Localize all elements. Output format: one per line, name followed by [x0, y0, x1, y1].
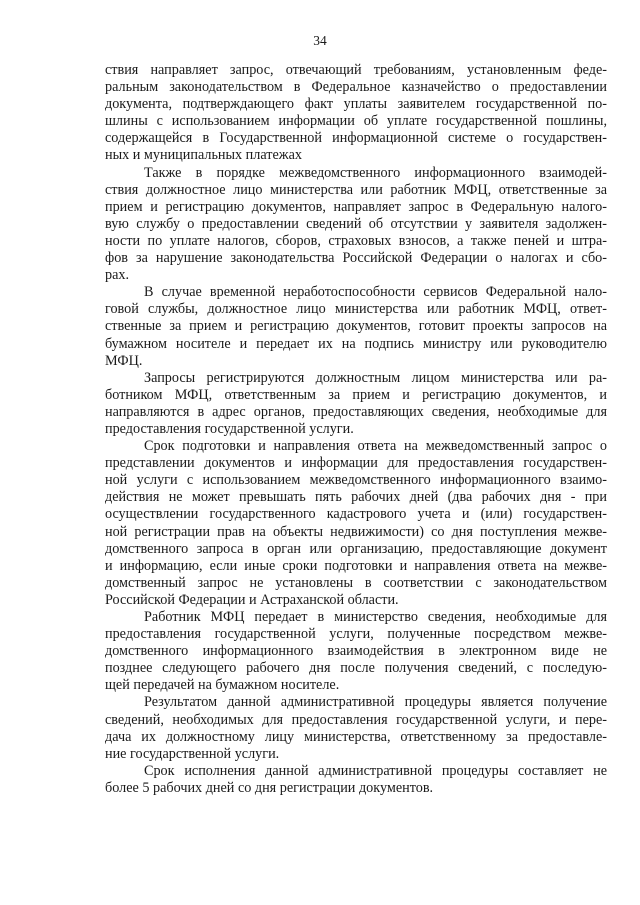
paragraph [105, 165, 607, 285]
text-line: документа, подтверждающего факт уплаты заявителем государственной по- [105, 96, 607, 113]
text-line: дача их должностному лицу министерства, ответственному за предоставле- [105, 728, 607, 745]
text-line: фов за нарушение законодательства Российской Федерации о налогах и сбо- [105, 250, 607, 267]
text-line: прием и регистрацию документов, направляет запрос в Федеральную налого- [105, 198, 607, 215]
text-line: домственного информационного взаимодействия в электронном виде не [105, 643, 607, 660]
paragraph [105, 763, 607, 797]
text-line: ральным законодательством в Федеральное казначейство о предоставлении [105, 79, 607, 96]
text-line: ние государственной услуги. [105, 745, 280, 762]
text-line: ственные за прием и регистрацию документов, готовит проекты запросов на [105, 318, 607, 335]
paragraph [105, 370, 607, 438]
text-line: Срок исполнения данной административной процедуры составляет не [144, 762, 607, 779]
paragraph [105, 694, 607, 762]
page-number: 34 [313, 33, 327, 48]
text-line: Российской Федерации и Астраханской области. [105, 591, 399, 608]
document-body [105, 62, 607, 797]
text-line: домственный запрос не установлены в соответствии с законодательством [105, 574, 607, 591]
text-line: рах. [105, 267, 130, 284]
text-line: предоставления государственной услуги. [105, 420, 354, 437]
text-line: осуществлении государственного кадастрового учета и (или) государствен- [105, 506, 607, 523]
text-line: домственного запроса в орган или организацию, предоставляющие документ [105, 540, 607, 557]
text-line: ности по уплате налогов, сборов, страховых взносов, а также пеней и штра- [105, 232, 607, 249]
paragraph [105, 62, 607, 165]
text-line: вую службу о предоставлении сведений об отсутствии у заявителя задолжен- [105, 215, 607, 232]
text-line: предоставления государственной услуги, полученные посредством межве- [105, 626, 607, 643]
text-line: МФЦ. [105, 352, 143, 369]
paragraph [105, 284, 607, 369]
text-line: и информацию, если иные сроки подготовки и направления ответа на межве- [105, 557, 607, 574]
text-line: ствия направляет запрос, отвечающий требованиям, установленным феде- [105, 62, 607, 78]
text-line: сведений, необходимых для предоставления государственной услуги, и пере- [105, 711, 607, 728]
text-line: позднее следующего рабочего дня после получения сведений, с последую- [105, 660, 607, 677]
text-line: действия не может превышать пять рабочих дней (два рабочих дня - при [105, 489, 607, 506]
text-line: ботником МФЦ, ответственным за прием и регистрацию документов, и [105, 386, 607, 403]
text-line: ной услуги с использованием межведомственного информационного взаимо- [105, 472, 607, 489]
text-line: Срок подготовки и направления ответа на межведомственный запрос о [144, 438, 607, 455]
text-line: ной регистрации прав на объекты недвижимости) со дня поступления межве- [105, 523, 607, 540]
text-line: содержащейся в Государственной информационной системе о государствен- [105, 130, 607, 147]
text-line: Также в порядке межведомственного информационного взаимодей- [144, 164, 607, 181]
text-line: щей передачей на бумажном носителе. [105, 677, 340, 694]
text-line: более 5 рабочих дней со дня регистрации документов. [105, 779, 434, 796]
text-line: Работник МФЦ передает в министерство сведения, необходимые для [144, 609, 607, 625]
text-line: ствия должностное лицо министерства или работник МФЦ, ответственные за [105, 181, 607, 198]
text-line: Результатом данной административной процедуры является получение [144, 694, 607, 711]
paragraph [105, 438, 607, 609]
text-line: шлины с использованием информации об уплате государственной пошлины, [105, 113, 607, 130]
text-line: направляются в адрес органов, предоставляющих сведения, необходимые для [105, 403, 607, 420]
text-line: бумажном носителе и передает их на подпись министру или руководителю [105, 335, 607, 352]
text-line: В случае временной неработоспособности сервисов Федеральной нало- [144, 284, 607, 301]
paragraph [105, 609, 607, 694]
text-line: представлении документов и информации для предоставления государствен- [105, 455, 607, 472]
text-line: говой службы, должностное лицо министерства или работник МФЦ, ответ- [105, 301, 607, 318]
text-line: Запросы регистрируются должностным лицом министерства или ра- [144, 369, 607, 386]
text-line: ных и муниципальных платежах [105, 147, 302, 164]
